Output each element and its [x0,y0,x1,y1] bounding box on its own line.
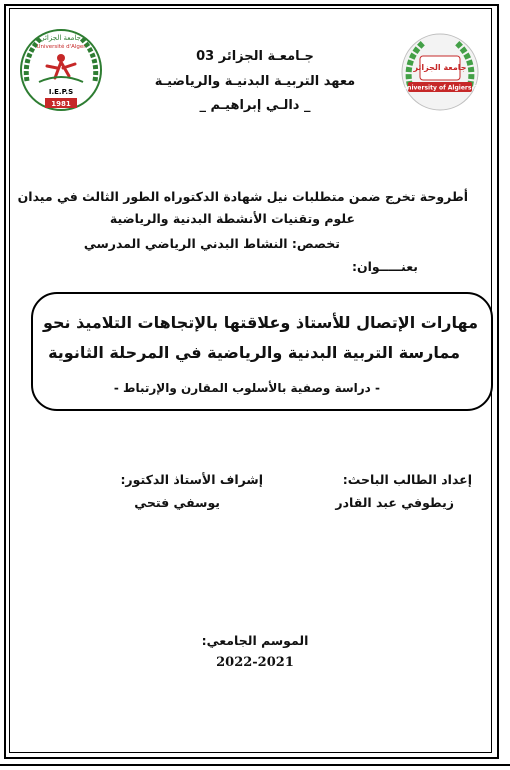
thesis-statement-line1: أطروحة تخرج ضمن متطلبات نيل شهادة الدكتوراه الطور الثالث في ميدان [17,189,468,204]
university-name: جـامعـة الجزائر 03 [196,49,314,64]
left-logo-top-text: جامعة الجزائر [41,34,81,42]
thesis-title-line2: ممارسة التربية البدنية والرياضية في المرحلة الثانوية [48,343,460,362]
academic-year: 2022-2021 [216,655,294,670]
specialty: تخصص: النشاط البدني الرياضي المدرسي [83,236,340,251]
left-logo-year: 1981 [51,100,71,108]
supervisor-name: يوسفي فتحي [134,495,220,510]
academic-season-label: الموسم الجامعي: [201,633,309,648]
thesis-subtitle: - دراسة وصفية بالأسلوب المقارن والإرتباط - [113,381,380,395]
institute-name: معهد التربيـة البدنيـة والرياضيـة [154,74,356,89]
student-name: زيطوفي عبد القادر [335,495,454,510]
supervisor-label: إشراف الأستاذ الدكتور: [120,472,263,487]
right-logo-arabic: جامعة الجزائر [413,63,467,72]
titled-label: بعنـــــوان: [351,259,418,274]
thesis-title-line1: مهارات الإتصال للأستاذ وعلاقتها بالإتجاهات التلاميذ نحو [42,313,478,332]
thesis-statement-line2: علوم وتقنيات الأنشطة البدنية والرياضية [109,211,355,226]
prepared-by-label: إعداد الطالب الباحث: [342,472,472,487]
right-logo-latin: University of Algiers 3 [402,84,478,92]
left-logo-abbr: I.E.P.S [48,88,74,96]
institute-location: _ دالـي إبراهيـم _ [199,98,311,113]
left-logo-uni-text: Université d'Alger [36,44,86,50]
bottom-rule [0,764,510,766]
